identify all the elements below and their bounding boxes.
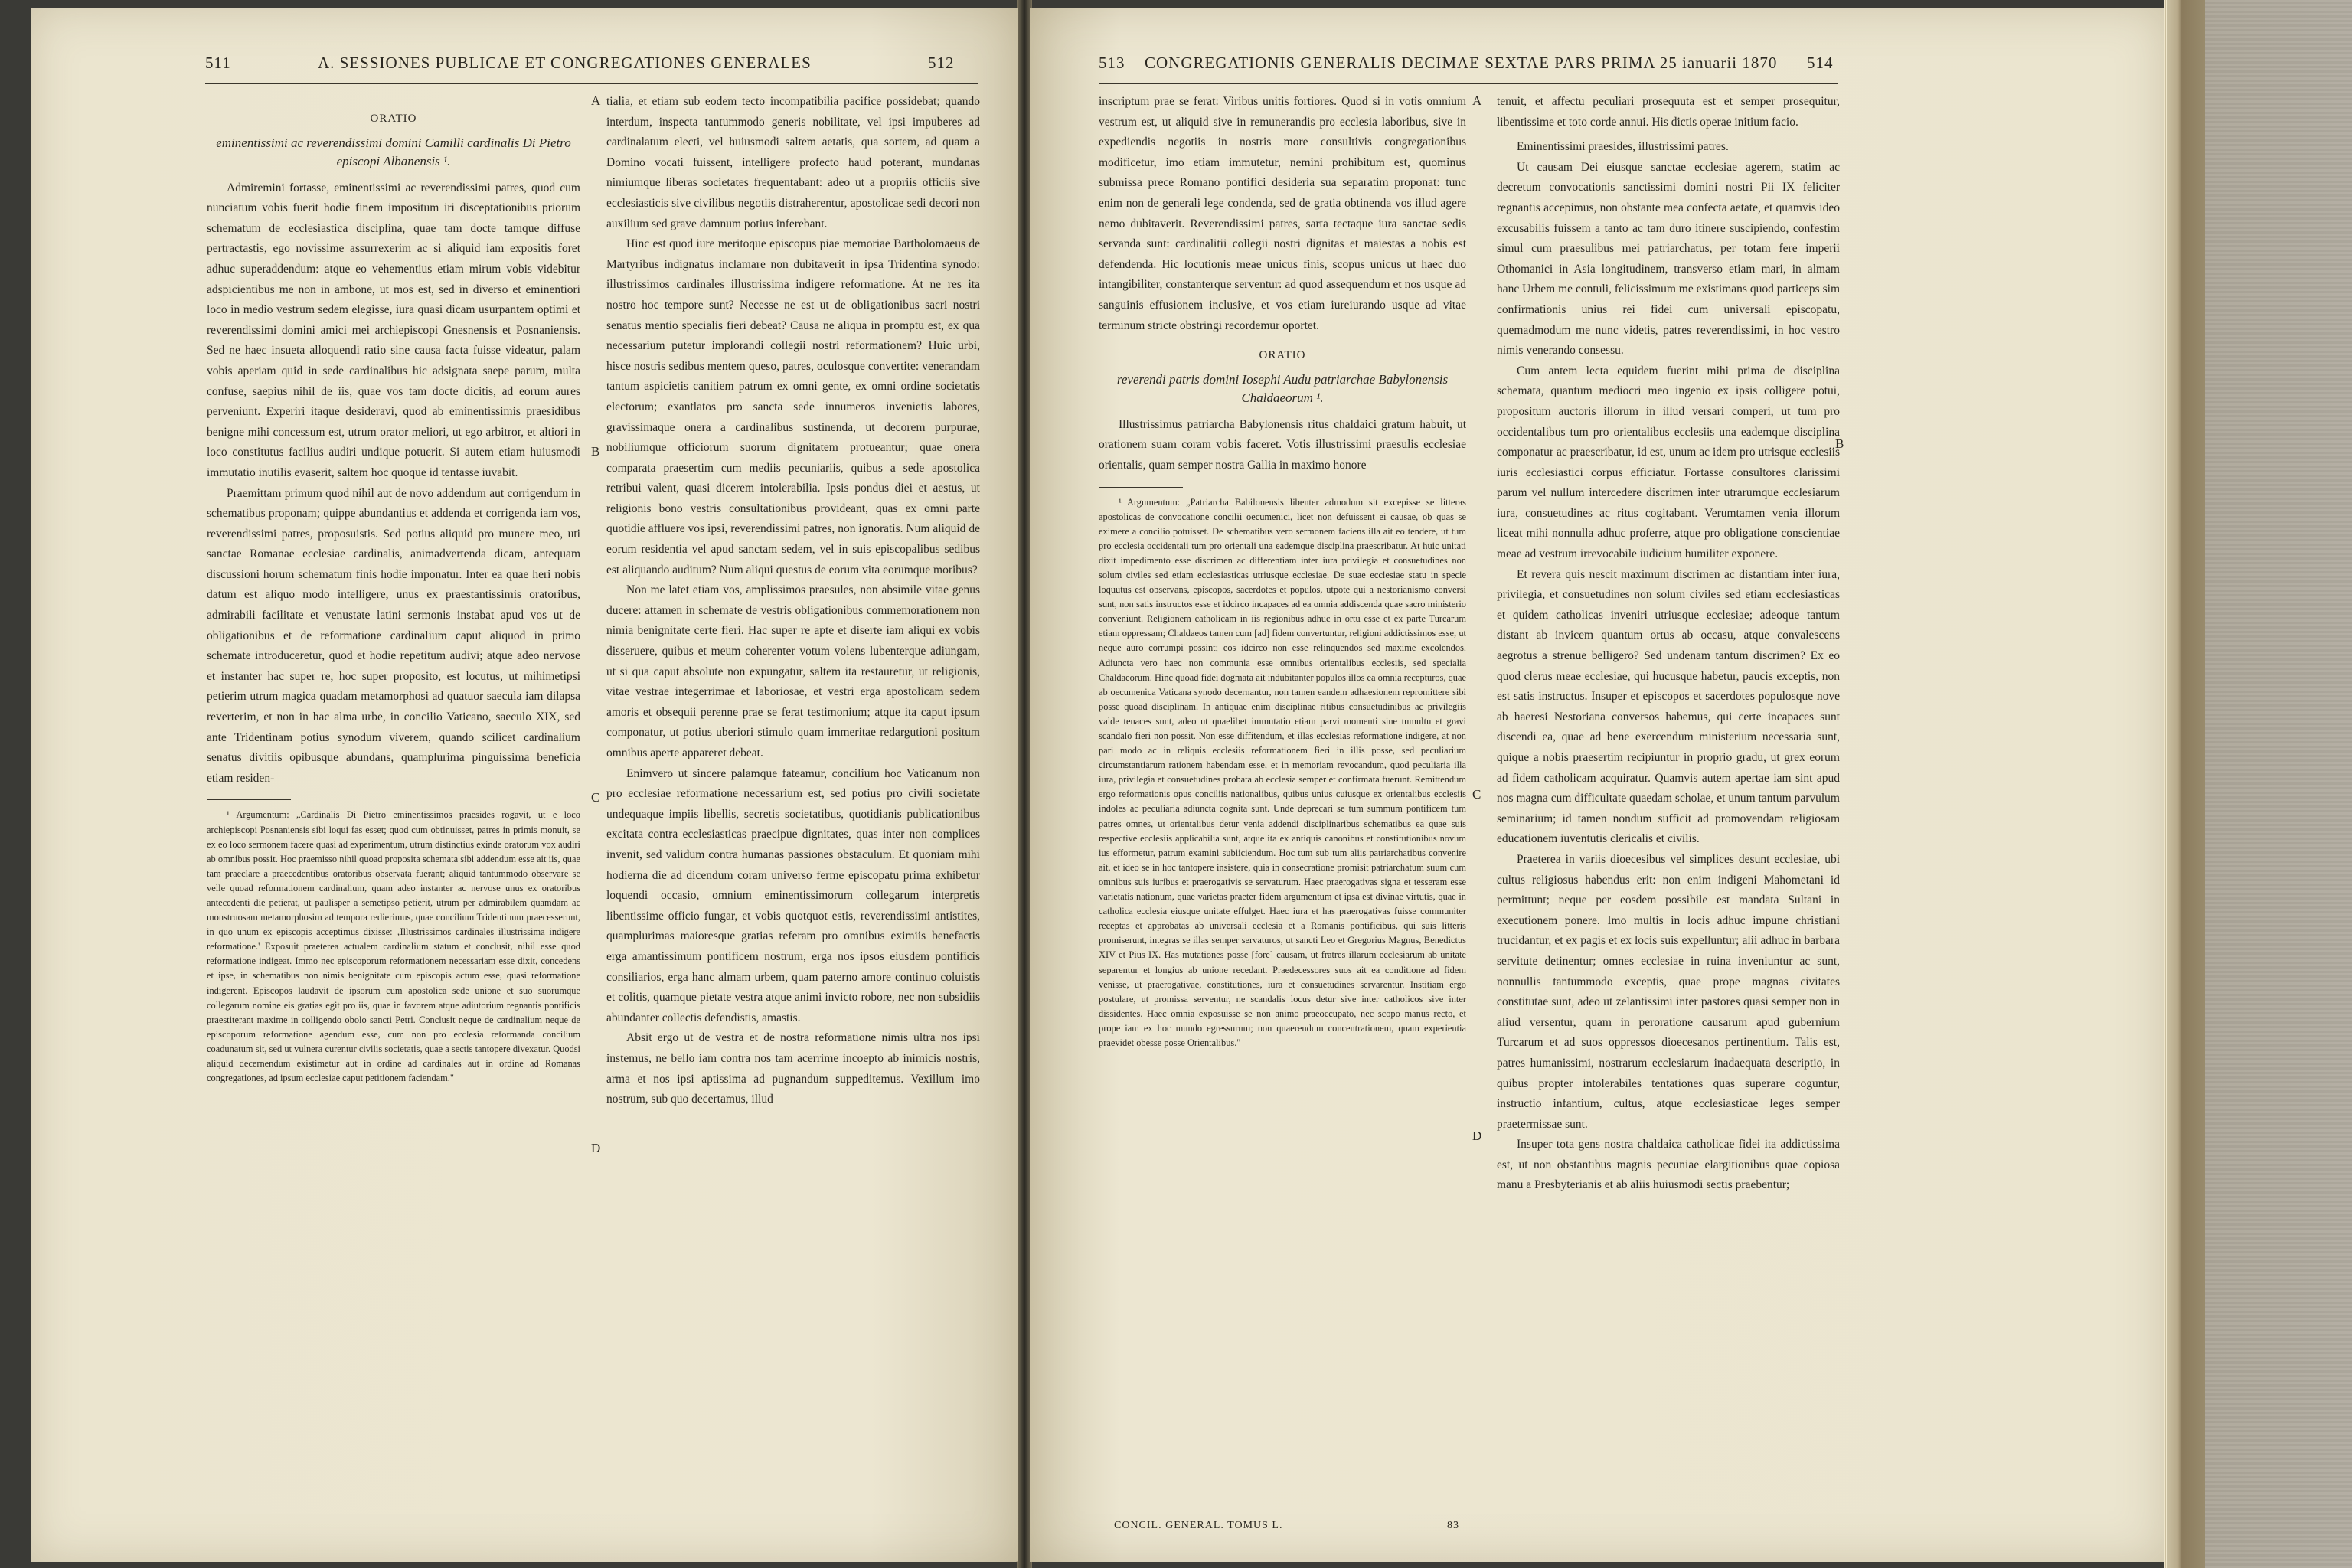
running-head <box>31 54 1018 84</box>
footnote: ¹ Argumentum: „Cardinalis Di Pietro eminentissimos praesides rogavit, ut e loco archiepiscopi Posnaniensis sibi loqui fas esset; quod cum obtinuisset, patres in primis monuit, se ex eo loco sermonem facere quasi ad experimentum, utrum distinctius exinde oratorum vox audiri ab omnibus possit. Hoc praemisso nihil quoad proposita schemata sibi addendum esse ait iis, quae tam praeclare a praecedentibus oratoribus observata fuerant; aliquid tantummodo observare se velle quoad reformationem cardinalium, quam adeo instanter ac nervose unus ex oratoribus antecedenti die petierat, ut paulisper a semetipso petierit, utrum per admirabilem quamdam ac monstruosam metamorphosim ad tempora redierimus, quae concilium Tridentinum praecesserunt, in quo unum ex episcopis acceptimus dixisse: ‚Illustrissimos cardinales illustrissima indigere reformatione.' Exposuit praeterea actualem cardinalium statum et conclusit, nihil esse quod reformatione indigeat. Immo nec episcoporum reformationem necessariam esse dixit, concedens et ipse, in schematibus non nimis benignitate cum episcopis actum esse, quasi reformatione indigerent. Episcopos laudavit de ipsorum cum apostolica sede unione et suo suorumque collegarum nomine eis gratias egit pro iis, quae in favorem atque adiutorium regnantis pontificis praestiterant maxime in colligendo obolo sancti Petri. Conclusit neque de cardinalium neque de episcoporum reformatione agendum esse, cum non pro ecclesia reformanda concilium coadunatum sit, sed ut vulnera curentur civilis societatis, quae a sectis tantopere divexatur. Quodsi aliquid decernendum existimetur aut in ordine ad cardinales aut in ordine ad Romanas congregationes, ad ipsum ecclesiae caput petitionem faciendam." <box>207 809 580 1084</box>
margin-letter: A <box>591 93 601 108</box>
paragraph: Admiremini fortasse, eminentissimi ac reverendissimi patres, quod cum nunciatum vobis fuerit hodie finem impositum iri disceptationibus priorum schematum de ecclesiastica disciplina, quae tam docte tamque diffuse pertractastis, ego novissime assurrexerim ac si aliquid iam expositis foret adhuc superaddendum: atque eo vehementius etiam mirum vobis videbitur adspicientibus me non in ambone, ut mos est, sed in diverso et eminentiori loco in medio vestrum sedem elegisse, iura quasi dicam usurpantem optimi et reverendissimi domini amici mei archiepiscopi Gnesnensis et Posnaniensis. Sed ne haec insueta alloquendi ratio sine causa facta fuisse videatur, palam vobis aperiam quid in sede cardinalibus hic adsignata saepe parum, multa confuse, saepius nihil de iis, quae vos tam docte dicitis, ad eorum aures perveniunt. Experiri itaque desideravi, quod ab eminentissimis praesidibus benigne mihi concessum est, utrum orator meliori, ut ego arbitror, et altiori in loco constitutus facilius audiri undique potuerit. Si autem etiam huiusmodi immutatio inutilis evaserit, saltem hoc quoque id tentasse iuvabit. <box>207 181 580 479</box>
oration-heading: ORATIO <box>1259 349 1306 362</box>
paragraph: tenuit, et affectu peculiari prosequuta est et semper prosequitur, libentissime et toto corde annui. His dictis operae initium facio. <box>1497 95 1840 129</box>
paragraph: Absit ergo ut de vestra et de nostra reformatione nimis ultra nos ipsi instemus, ne bello iam contra nos tam acerrime incoepto ab inimicis nostris, arma et nos ipsi aptissima ad pugnandum suppeditemus. Vexillum imo nostrum, sub quo decertamus, illud <box>606 1031 980 1106</box>
oration-heading: ORATIO <box>370 113 417 125</box>
oration-title <box>207 109 580 171</box>
margin-letter: B <box>1835 436 1844 451</box>
margin-letter: C <box>1472 787 1481 802</box>
oration-subheading: eminentissimi ac reverendissimi domini Camilli cardinalis Di Pietro episcopi Albanensis ¹. <box>216 135 571 168</box>
spine-cloth <box>2205 0 2352 1568</box>
salutation: Eminentissimi praesides, illustrissimi patres. <box>1517 140 1729 154</box>
page-number: 514 <box>1807 54 1834 72</box>
footnote: ¹ Argumentum: „Patriarcha Babilonensis libenter admodum sit excepisse se litteras apostolicas de convocatione concilii oecumenici, licet non defuissent ei causae, ob quas se eximere a concilio potuisset. De schematibus vero sermonem faciens illa ait eo tendere, ut tum pro ecclesia occidentali tum pro orientali una eademque disciplina praescribatur. At huic unitati dixit impedimento esse discrimen ac differentiam inter iura privilegia et consuetudines non solum civiles sed etiam ecclesiasticas utriusque ecclesiae. De suae ecclesiae statu in specie loquutus est observans, episcopos, sacerdotes et populos, utpote qui a nestorianismo conversi sunt, non satis instructos esse et idcirco incapaces ad ea omnia addiscenda quae sacro ministerio conveniunt. Religionem catholicam in iis regionibus adhuc in ortu esse et ex parte Turcarum etiam oppressam; Chaldaeos tamen cum [ad] fidem convertuntur, religioni addictissimos esse, ut neque auro corrumpi possint; eos idcirco non esse relinquendos sed maxime excolendos. Adiuncta vero haec non communia esse omnibus orientalibus ecclesiis, sed specialia Chaldaeorum. Hinc quoad fidei dogmata ait indubitanter populos illos ea omnia recepturos, quae ab oecumenica Vaticana synodo decernantur, non tamen eandem adhaesionem repromittere sibi posse quoad disciplinam. In antiquae enim disciplinae ritibus consuetudinibus ac privilegiis valde tenaces sunt, adeo ut quaelibet immutatio etiam parvi momenti sine tumultu et gravi scandalo fieri non possit. Non esse diffitendum, et illas ecclesias reformatione indigere, at non pari modo ac in reliquis ecclesiis reformationem fieri in illis posse, sed peculiarium circumstantiarum rationem habendam esse, et in memoriam revocandum, quod peculiaria illa iura, privilegia et consuetudines probata ab ecclesia semper et confirmata fuerunt. Remittendum ergo reformationis opus conciliis nationalibus, quibus unius cuiusque ex orientalibus ecclesiis indoles ac peculiaria adiuncta cognita sunt. Unde deprecari se tum summum pontificem tum patres omnes, ut orientalibus detur venia addendi disciplinaribus schematibus ea quae suis respective ecclesiis applicabilia sunt, atque ita ex antiquis canonibus et constitutionibus novum ius efformetur, patrum examini subiiciendum. Hoc tum sub tum aliis patriarchatibus convenire ait, et ideo se in hoc tantopere insistere, quia in consecratione promisit patriarchatum suum cum omnibus suis iuribus et praerogativis se servaturum. Haec praerogativas signa et tesseram esse varietatis nationum, quae varietas praeter fidem argumentum et ipsa est divinae virtutis, quae in catholica ecclesia eiusque unitate effulget. Haec iura et has praerogativas fuisse communiter receptas et approbatas ab universali ecclesia et a Romanis pontificibus, qui suis litteris promiserunt, integras se illas semper servaturos, ut sancti Leo et Gregorius Magnus, Benedictus XIV et Pius IX. Has mutationes posse [fore] causam, ut fratres illarum ecclesiarum ab unitate separentur et longius ab unione recedant. Praedecessores suos ait ea conditione ad fidem venisse, ut praerogativae, constitutiones, iura et consuetudines servarentur. Institiam ergo postulare, ut promissa serventur, ne scandalis locus detur sive inter catholicos sive inter dissidentes. Haec omnia exposuisse se non animo praeoccupato, nec scopo manus recto, et prope iam ex hoc mundo egressurum; non quaerendum concentrationem, quam experientia praevidet obesse posse Orientalibus." <box>1099 496 1466 1048</box>
oration-title <box>1099 345 1466 407</box>
margin-letter: A <box>1472 93 1482 108</box>
margin-letter: D <box>591 1141 601 1155</box>
header-rule <box>205 83 978 84</box>
margin-letter: C <box>591 790 600 805</box>
running-title: A. SESSIONES PUBLICAE ET CONGREGATIONES GENERALES <box>318 54 812 72</box>
right-page <box>1030 8 2164 1562</box>
paragraph: Praeterea in variis dioecesibus vel simplices desunt ecclesiae, ubi cultus religiosus habendus erit: non enim indigeni Mahometani id permittunt; neque per eosdem possibile est mandata Sultani in executionem ponere. Imo multis in locis adhuc impune christiani trucidantur, et ex pagis et ex locis suis expelluntur; alii adhuc in barbara servitute detinentur; omnes ecclesiae in ruina inveniuntur ac sunt, nonnullis tantummodo exceptis, quae prope magnas civitates constitutae sunt, adeo ut zelantissimi inter pastores quasi semper non in aliud versentur, quam in peroratione causarum apud gubernium Turcarum et ad suos oppressos dioecesanos pertinentium. Talis est, patres humanissimi, nostrarum ecclesiarum inadaequata descriptio, in quibus propter intolerabiles tentationes quas superare coguntur, instructio infantium, cultus, atque ecclesiasticae leges semper praetermissae sunt. <box>1497 852 1840 1131</box>
signature-line: CONCIL. GENERAL. TOMUS L. <box>1114 1520 1283 1531</box>
paragraph: tialia, et etiam sub eodem tecto incompatibilia pacifice possidebat; quando interdum, inspecta tantummodo generis nobilitate, vel ipsi impuberes ad cardinalatum electi, vel huiusmodi saltem aetatis, qua sortem, ad quam a Domino vocati fuissent, intelligere profecto haud poterant, mundanas nimiumque liberas societates frequentabant: adeo ut a propriis officiis sive ecclesiasticis sive civilibus negotiis distraherentur, apostolicae sedi decori non auxilium sed grave damnum potius inferebant. <box>606 95 980 230</box>
text-column-right <box>1497 92 1840 1196</box>
header-rule <box>1099 83 1838 84</box>
paragraph: Praemittam primum quod nihil aut de novo addendum aut corrigendum in schematibus proponam; quippe abundantius et addenda et corrigenda iam vos, reverendissimi patres, proposuistis. Sed potius aliquid pro munere meo, uti sanctae Romanae ecclesiae cardinalis, animadvertenda dicam, antequam discussioni horum schematum finis hodie imponatur. Inter ea quae heri nobis datum est aliquo modo intelligere, unus ex praestantissimis oratoribus, admirabili facilitate et venustate latini sermonis instabat apud vos ut de obligationibus et de reformatione cardinalium caput aliquod in primo schemate introduceretur, quod et hodie repetitum audivi; atque adeo nervose et instanter hac super re, hoc super proposito, est locutus, ut mihimetipsi petierim utrum magica quadam metamorphosi ad quatuor saecula iam dilapsa reverterim, et non in hac alma urbe, in concilio Vaticano, saeculo XIX, sed ante Tridentinam potius synodum viverem, quando scilicet cardinalium senatus divitiis opibusque abundans, quamplurima pinguissima beneficia etiam residen- <box>207 486 580 785</box>
running-title: CONGREGATIONIS GENERALIS DECIMAE SEXTAE PARS PRIMA 25 ianuarii 1870 <box>1145 54 1778 72</box>
footnote-rule <box>1099 487 1183 488</box>
left-page <box>31 8 1018 1562</box>
paragraph: Insuper tota gens nostra chaldaica catholicae fidei ita addictissima est, ut non obstantibus magnis pecuniae elargitionibus quae copiosa manu a Presbyterianis et ab aliis huiusmodi sectis praebentur; <box>1497 1138 1840 1192</box>
paragraph: Illustrissimus patriarcha Babylonensis ritus chaldaici gratum habuit, ut orationem suam coram vobis faceret. Votis illustrissimi praesulis ecclesiae orientalis, quam semper nostra Gallia in maximo honore <box>1099 417 1466 472</box>
paragraph: Enimvero ut sincere palamque fateamur, concilium hoc Vaticanum non pro ecclesiae reformatione necessarium est, sed potius pro civili societate undequaque impiis libellis, secretis societatibus, quotidianis publicationibus excitata contra ecclesiasticas praecipue dignitates, quas inter non complices invenit, sed validum contra humanas passiones obstaculum. Et quoniam mihi hodierna die ad dicendum coram universo ferme episcopatu prima exhibetur loquendi occasio, omnium eminentissimorum collegarum interpretis libentissime officio fungar, et vobis quotquot estis, reverendissimi antistites, quamplurimas maioresque gratias referam pro omnibus eximiis benefactis erga amantissimum pontificem nostrum, erga nos ipsos eiusdem pontificis consiliarios, erga hanc almam urbem, quam paterno amore continuo coluistis et colitis, quamque pietate vestra atque animi invicto robore, nec non subsidiis abundanter collectis defendistis, amastis. <box>606 766 980 1024</box>
page-number: 513 <box>1099 54 1125 72</box>
page-number: 511 <box>205 54 231 72</box>
margin-letter: D <box>1472 1129 1482 1143</box>
footnote-rule <box>207 799 291 800</box>
paragraph: inscriptum prae se ferat: Viribus unitis fortiores. Quod si in votis omnium vestrum est, ut aliquid sive in remunerandis pro ecclesia laboribus, sive in expediendis negotiis in nostris more consultivis congregationibus modificetur, imo etiam immutetur, nemini prohibitum est, quominus submissa prece Romano pontifici desideria sua separatim proponat: tunc enim non de generali lege condenda, sed de gratia obtinenda vos illud agere nemo dubitaverit. Reverendissimi patres, sarta tectaque iura sanctae sedis servanda sunt: cardinalitii collegii nostri dignitas et maiestas a nobis est defendenda. Hic locutionis meae unicus finis, scopus unicus ut haec duo intangibiliter, constanterque serventur: ad quod assequendum et nos usque ad sanguinis effusionem inclusive, et vos etiam iureiurando usque ad vitae terminum stricte obstringi recordemur oportet. <box>1099 95 1466 332</box>
oration-subheading: reverendi patris domini Iosephi Audu patriarchae Babylonensis Chaldaeorum ¹. <box>1116 371 1449 405</box>
text-column-left <box>207 106 580 1086</box>
signature-mark: 83 <box>1447 1520 1459 1531</box>
paragraph: Non me latet etiam vos, amplissimos praesules, non absimile vitae genus ducere: attamen in schemate de vestris obligationibus commemorationem non nimia benignitate certe fieri. Hac super re apte et diserte iam aliqui ex vobis disseruere, quibus et meum coherenter votum volens lubenterque adiungam, ut si qua caput absolute non expungatur, saltem ita restauretur, ut religionis, vitae vestrae integerrimae et laboriosae, et vestri erga apostolicam sedem amoris et obsequii perenne prae se ferat testimonium; atque ita caput ipsum componatur, ut potius uberiori stimulo quam immeritae redargutioni positum omnibus aperte appareret debeat. <box>606 583 980 760</box>
text-column-right <box>606 92 980 1110</box>
paragraph: Et revera quis nescit maximum discrimen ac distantiam inter iura, privilegia, et consuetudines non solum civiles sed etiam ecclesiasticas et quidem catholicas inveniri utriusque ecclesiae; adeoque tantum distant ab invicem quantum ortus ab occasu, atque convalescens aegrotus a strenue belligero? Sed undenam tantum discrimen? Ex eo quod clerus meae ecclesiae, qui hucusque habetur, paucis exceptis, non est satis instructus. Insuper et episcopos et sacerdotes populosque nove ab haeresi Nestoriana conversos habemus, qui certe incapaces sunt discendi ea, quae ad bene exercendum ministerium necessaria sunt, quique a nobis praesertim recipiuntur in proprio gradu, ut grex eorum ad fidem catholicam acquiratur. Quamvis autem apertae iam sint apud nos magna cum difficultate quaedam scholae, et unum tantum parvulum seminarium; id tamen nondum sufficit ad promovendam religiosam educationem iuventutis clericalis et civilis. <box>1497 567 1840 846</box>
running-head <box>1030 54 2164 84</box>
paragraph: Ut causam Dei eiusque sanctae ecclesiae agerem, statim ac decretum convocationis sanctissimi domini nostri Pii IX feliciter regnantis accepimus, non obstante mea confecta aetate, et quamvis ideo excusabilis fuissem a tanto ac tam duro itinere suscipiendo, confestim simul cum praesulibus mei patriarchatus, per totam fere imperii Othomanici in Asia longitudinem, transverso etiam mari, in almam hanc Urbem me contuli, felicissimum me existimans quod particeps sim confirmationis unius rei fidei cum universali episcopatu, quemadmodum me nunc videtis, patres reverendissimi, in hoc vestro nimis venerando consessu. <box>1497 160 1840 358</box>
page-number: 512 <box>928 54 955 72</box>
paragraph: Hinc est quod iure meritoque episcopus piae memoriae Bartholomaeus de Martyribus indignatus inclamare non dubitaverit in ipsa Tridentina synodo: illustrissimos cardinales illustrissima indigere reformatione. At ne res ita nostro hoc tempore sunt? Necesse ne est ut de obligationibus sacri nostri senatus mentio specialis fieri debeat? Causa ne aliqua in promptu est, ex qua necessarium putetur implorandi collegii nostri reformationem? Huic urbi, hisce nostris sedibus mentem queso, patres, oculosque convertite: venerandam tantum aspicietis canitiem patrum ex omni gente, ex omni ordine societatis electorum; exantlatos pro sancta sede innumeros invenietis labores, gravissimaque onera a cardinalibus sustinenda, ut decorem purpurae, nobiliumque officiorum suorum dignitatem protueantur; quae onera comparata praesertim cum mediis pecuniariis, quibus a sede apostolica retribui valent, quasi dicerem intolerabilia. Ipsis pondus diei et aestus, ut religionis bono vestris consultationibus provideant, quas ex omni parte quotidie affluere vos ipsi, reverendissimi patres, non ignoratis. Num aliquid de eorum residentia vel apud sanctam sedem, vel in suis episcopalibus sedibus est aliquando auditum? Num aliqui questus de eorum vita eorumque moribus? <box>606 237 980 577</box>
text-column-left <box>1099 92 1466 1050</box>
paragraph: Cum antem lecta equidem fuerint mihi prima de disciplina schemata, quantum mediocri meo ingenio ex ipsis colligere potui, propositum auctoris illorum in illud versari comperi, ut tum pro occidentalibus tum pro orientalibus ecclesiis una eademque disciplina componatur ac praescribatur, id est, unum ac idem pro utrisque ecclesiis iuris ecclesiastici corpus efficiatur. Fortasse consultores clarissimi parum vel nullum intercedere discrimen inter utrarumque ecclesiarum iura, consuetudines ac ritus cogitabant. Verumtamen venia illorum liceat mihi nonnulla adhuc proferre, atque pro obligatione conscientiae meae ad vestrum irrevocabile iudicium humiliter exponere. <box>1497 364 1840 561</box>
margin-letter: B <box>591 444 600 459</box>
